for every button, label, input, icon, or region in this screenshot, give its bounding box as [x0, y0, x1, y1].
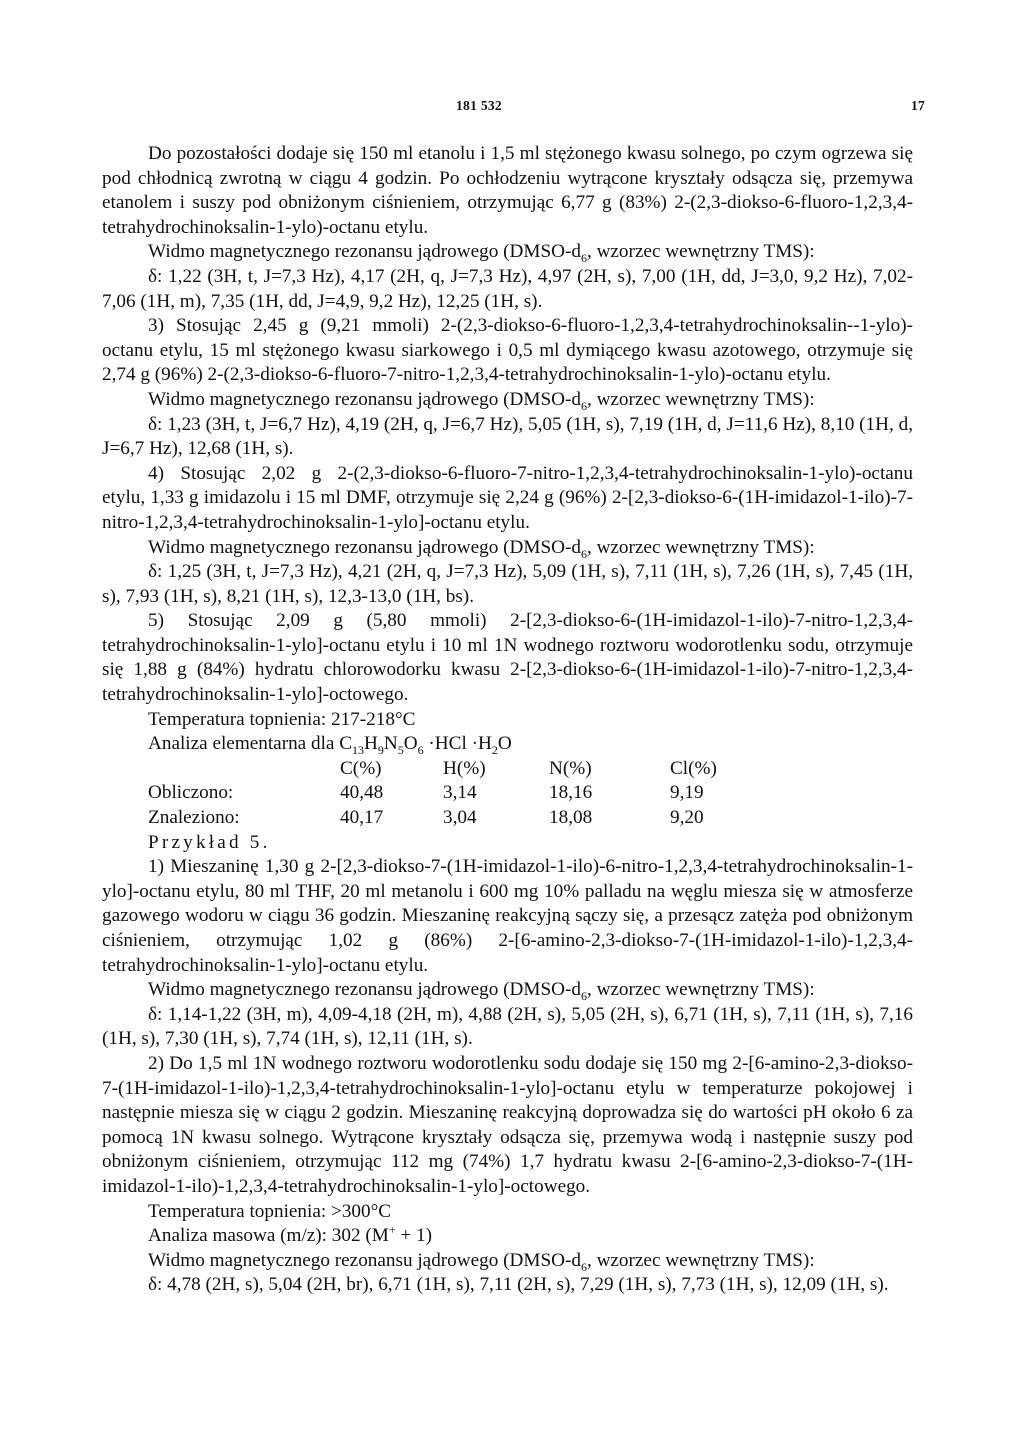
page-number: 17 — [911, 98, 926, 113]
table-row — [148, 806, 913, 831]
table-cell: 40,17 — [340, 807, 384, 829]
paragraph-step-4: 4) Stosując 2,02 g 2-(2,3-diokso-6-fluoro-7-nitro-1,2,3,4-tetrahydrochinoksalin-1-ylo)-octanu etylu, 1,33 g imidazolu i 15 ml DMF, otrzymuje się 2,24 g (96%) 2-[2,3-diokso-6-(1H-imidazol-1-ilo)-7-nitro-1,2,3,4-tetrahydrochinoksalin-1-ylo]-octanu etylu. — [102, 462, 913, 533]
paragraph-example-5-step-1: 1) Mieszaninę 1,30 g 2-[2,3-diokso-7-(1H-imidazol-1-ilo)-6-nitro-1,2,3,4-tetrahydrochinoksalin-1-ylo]-octanu etylu, 80 ml THF, 20 ml metanolu i 600 mg 10% palladu na węglu miesza się w atmosferze gazowego wodoru w ciągu 36 godzin. Mieszaninę reakcyjną sączy się, a przesącz zatęża pod obniżonym ciśnieniem, otrzymując 1,02 g (86%) 2-[6-amino-2,3-diokso-7-(1H-imidazol-1-ilo)-1,2,3,4-tetrahydrochinoksalin-1-ylo]-octanu etylu. — [102, 856, 913, 976]
melting-point: Temperatura topnienia: >300°C — [148, 1200, 392, 1222]
row-label: Obliczono: — [148, 782, 234, 804]
nmr-data: δ: 1,14-1,22 (3H, m), 4,09-4,18 (2H, m), 4,88 (2H, s), 5,05 (2H, s), 6,71 (1H, s), 7,11 (1H, s), 7,16 (1H, s), 7,30 (1H, s), 7,74 (1H, s), 12,11 (1H, s). — [102, 1003, 913, 1050]
elemental-analysis-table — [102, 757, 913, 831]
table-cell: 40,48 — [340, 782, 384, 804]
table-cell: 18,08 — [549, 807, 593, 829]
table-row — [148, 781, 913, 806]
paragraph-residue-workup: Do pozostałości dodaje się 150 ml etanolu i 1,5 ml stężonego kwasu solnego, po czym ogrzewa się pod chłodnicą zwrotną w ciągu 4 godzin. Po ochłodzeniu wytrącone kryształy odsącza się, przemywa etanolem i suszy pod obniżonym ciśnieniem, otrzymując 6,77 g (83%) 2-(2,3-diokso-6-fluoro-1,2,3,4-tetrahydrochinoksalin-1-ylo)-octanu etylu. — [102, 143, 913, 238]
table-cell: 3,04 — [443, 807, 477, 829]
row-label: Znaleziono: — [148, 807, 240, 829]
example-heading: Przykład 5. — [148, 831, 271, 853]
elemental-analysis-heading: Analiza elementarna dla $C_{13}H_9N_5O_6 \cdot HCl \cdot H_2O$ — [148, 733, 512, 758]
table-cell: 3,14 — [443, 782, 477, 804]
nmr-data: δ: 4,78 (2H, s), 5,04 (2H, br), 6,71 (1H, s), 7,11 (2H, s), 7,29 (1H, s), 7,73 (1H, s), 12,09 (1H, s). — [148, 1274, 889, 1296]
melting-point: Temperatura topnienia: 217-218°C — [148, 708, 416, 730]
paragraph-step-3: 3) Stosując 2,45 g (9,21 mmoli) 2-(2,3-diokso-6-fluoro-1,2,3,4-tetrahydrochinoksalin--1-ylo)-octanu etylu, 15 ml stężonego kwasu siarkowego i 0,5 ml dymiącego kwasu azotowego, otrzymuje się 2,74 g (96%) 2-(2,3-diokso-6-fluoro-7-nitro-1,2,3,4-tetrahydrochinoksalin-1-ylo)-octanu etylu. — [102, 315, 913, 386]
table-cell: 18,16 — [549, 782, 593, 804]
nmr-heading: Widmo magnetycznego rezonansu jądrowego ($DMSO-d_6$, wzorzec wewnętrzny TMS): — [148, 1249, 815, 1274]
nmr-heading: Widmo magnetycznego rezonansu jądrowego ($DMSO-d_6$, wzorzec wewnętrzny TMS): — [148, 536, 815, 561]
document-body — [102, 142, 913, 1298]
column-header: Cl(%) — [670, 757, 717, 779]
nmr-heading: Widmo magnetycznego rezonansu jądrowego ($DMSO-d_6$, wzorzec wewnętrzny TMS): — [148, 241, 815, 266]
nmr-heading: Widmo magnetycznego rezonansu jądrowego ($DMSO-d_6$, wzorzec wewnętrzny TMS): — [148, 979, 815, 1004]
paragraph-step-5: 5) Stosując 2,09 g (5,80 mmoli) 2-[2,3-diokso-6-(1H-imidazol-1-ilo)-7-nitro-1,2,3,4-tetrahydrochinoksalin-1-ylo]-octanu etylu i 10 ml 1N wodnego roztworu wodorotlenku sodu, otrzymuje się 1,88 g (84%) hydratu chlorowodorku kwasu 2-[2,3-diokso-6-(1H-imidazol-1-ilo)-7-nitro-1,2,3,4-tetrahydrochinoksalin-1-ylo]-octowego. — [102, 610, 913, 706]
nmr-data: δ: 1,25 (3H, t, J=7,3 Hz), 4,21 (2H, q, J=7,3 Hz), 5,09 (1H, s), 7,11 (1H, s), 7,26 (1H, s), 7,45 (1H, s), 7,93 (1H, s), 8,21 (1H, s), 12,3-13,0 (1H, bs). — [102, 561, 913, 607]
column-header: H(%) — [443, 757, 486, 779]
patent-number: 181 532 — [456, 98, 502, 113]
nmr-heading: Widmo magnetycznego rezonansu jądrowego ($DMSO-d_6$, wzorzec wewnętrzny TMS): — [148, 388, 815, 413]
nmr-data: δ: 1,23 (3H, t, J=6,7 Hz), 4,19 (2H, q, J=6,7 Hz), 5,05 (1H, s), 7,19 (1H, d, J=11,6 Hz), 8,10 (1H, d, J=6,7 Hz), 12,68 (1H, s). — [102, 413, 913, 460]
table-cell: 9,19 — [670, 782, 704, 804]
column-header: C(%) — [340, 757, 382, 779]
table-header-row — [148, 757, 913, 782]
mass-analysis: Analiza masowa (m/z): 302 (M+ + 1) — [148, 1222, 433, 1247]
table-cell: 9,20 — [670, 807, 704, 829]
nmr-data: δ: 1,22 (3H, t, J=7,3 Hz), 4,17 (2H, q, J=7,3 Hz), 4,97 (2H, s), 7,00 (1H, dd, J=3,0, 9,2 Hz), 7,02-7,06 (1H, m), 7,35 (1H, dd, J=4,9, 9,2 Hz), 12,25 (1H, s). — [102, 265, 913, 312]
paragraph-example-5-step-2: 2) Do 1,5 ml 1N wodnego roztworu wodorotlenku sodu dodaje się 150 mg 2-[6-amino-2,3-diokso-7-(1H-imidazol-1-ilo)-1,2,3,4-tetrahydrochinoksalin-1-ylo]-octanu etylu w temperaturze pokojowej i następnie miesza się w ciągu 2 godzin. Mieszaninę reakcyjną doprowadza się do wartości pH około 6 za pomocą 1N kwasu solnego. Wytrącone kryształy odsącza się, przemywa wodą i następnie suszy pod obniżonym ciśnieniem, otrzymując 112 mg (74%) 1,7 hydratu kwasu 2-[6-amino-2,3-diokso-7-(1H-imidazol-1-ilo)-1,2,3,4-tetrahydrochinoksalin-1-ylo]-octowego. — [102, 1052, 913, 1197]
column-header: N(%) — [549, 757, 592, 779]
